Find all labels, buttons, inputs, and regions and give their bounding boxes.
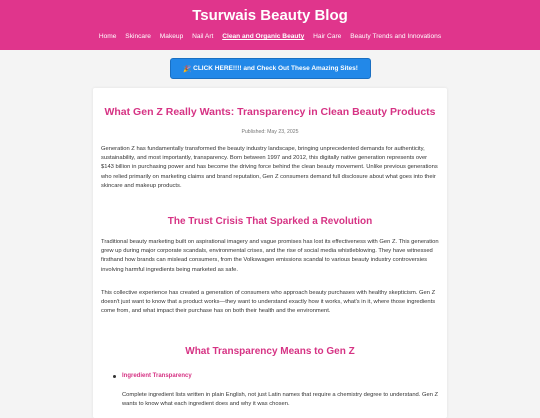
promo-button[interactable] <box>170 58 371 79</box>
main-nav <box>0 33 540 40</box>
section-heading-transparency: What Transparency Means to Gen Z <box>185 346 355 357</box>
nav-skincare[interactable]: Skincare <box>125 33 151 40</box>
section-heading-trust-crisis: The Trust Crisis That Sparked a Revolution <box>167 216 373 227</box>
nav-hair-care[interactable]: Hair Care <box>313 33 342 40</box>
article-title: What Gen Z Really Wants: Transparency in Clean Beauty Products <box>104 106 436 118</box>
promo-button-label: CLICK HERE!!!! and Check Out These Amazing Sites! <box>193 65 358 72</box>
bullet-icon <box>113 375 116 378</box>
site-title[interactable]: Tsurwais Beauty Blog <box>192 7 348 24</box>
nav-nail-art[interactable]: Nail Art <box>192 33 214 40</box>
intro-paragraph: Generation Z has fundamentally transformed the beauty industry landscape, bringing unprecedented demands for authenticity, sustainability, and most importantly, transparency. Born between 1997 and 2012, this digitally native generation represents over $143 billion in purchasing power and has become the driving force behind the clean beauty movement. Unlike previous generations who relied primarily on marketing claims and brand reputation, Gen Z consumers demand full disclosure about what goes into their skincare and makeup products. <box>101 146 438 189</box>
article-card <box>93 88 447 418</box>
trust-crisis-paragraph-1: Traditional beauty marketing built on aspirational imagery and vague promises has lost its effectiveness with Gen Z. This generation grew up during major corporate scandals, environmental crises, and the rise of social media whistleblowing. They have witnessed firsthand how brands can mislead consumers, from the Volkswagen emissions scandal to various beauty industry controversies involving harmful ingredients being marketed as safe. <box>101 239 439 273</box>
nav-clean-organic-beauty[interactable]: Clean and Organic Beauty <box>222 33 305 40</box>
nav-home[interactable]: Home <box>98 33 117 40</box>
nav-beauty-trends[interactable]: Beauty Trends and Innovations <box>350 33 442 40</box>
nav-makeup[interactable]: Makeup <box>159 33 184 40</box>
party-popper-icon: 🎉 <box>183 65 192 73</box>
list-item-description: Complete ingredient lists written in plain English, not just Latin names that require a chemistry degree to understand. Gen Z wants to know what each ingredient does and why it was chosen. <box>122 392 439 408</box>
published-date: Published: May 23, 2025 <box>241 129 299 135</box>
trust-crisis-paragraph-2: This collective experience has created a generation of consumers who approach beauty purchases with healthy skepticism. Gen Z doesn't just want to know that a product works—they want to understand exactly how it works, what's in it, where those ingredients come from, and what impact their purchase has on both their health and the environment. <box>101 290 436 315</box>
site-header <box>0 0 540 50</box>
list-item-title: Ingredient Transparency <box>122 373 192 379</box>
